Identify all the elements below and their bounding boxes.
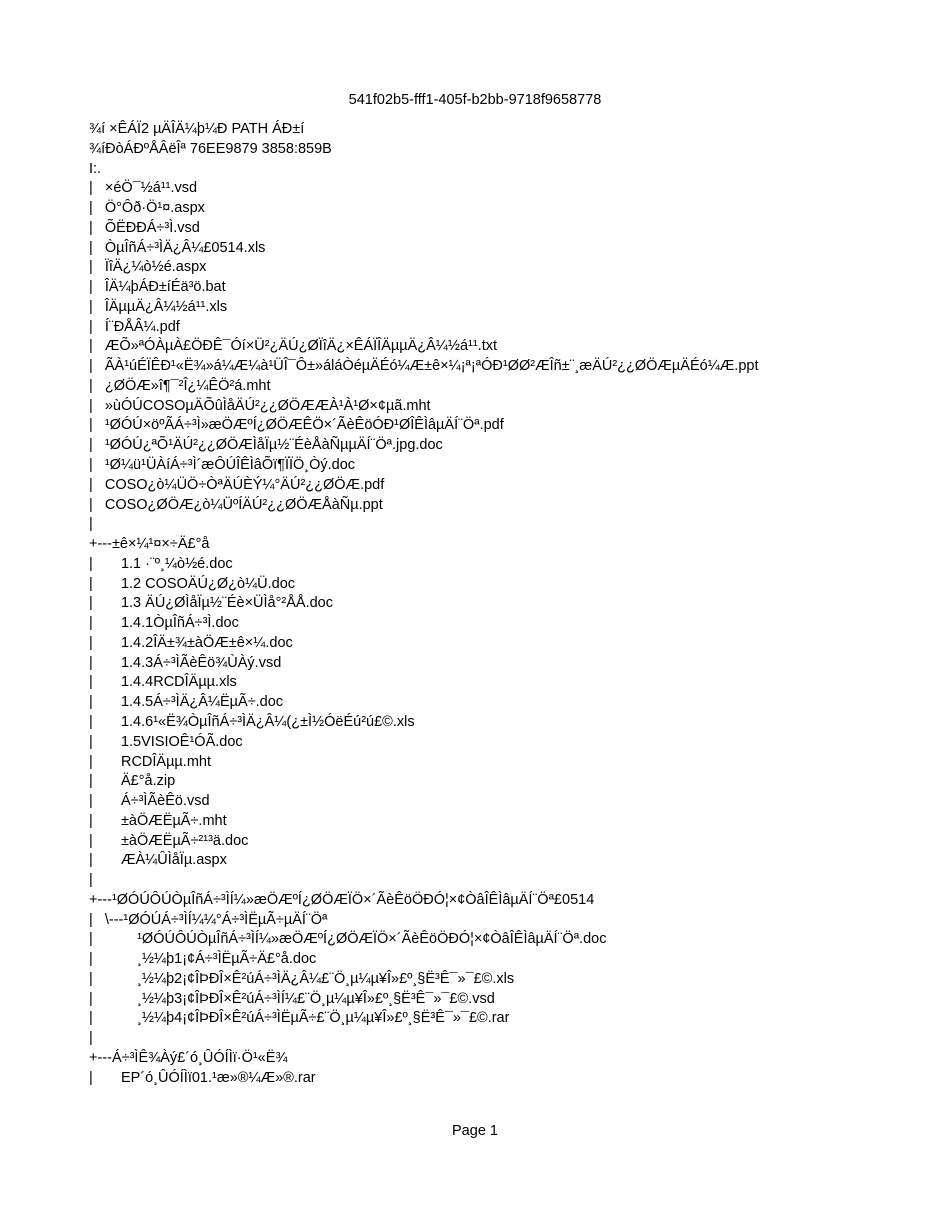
listing-line: | 1.4.2ÎÄ±¾±àÖÆ±ê×¼.doc [89, 634, 293, 651]
listing-line: | ÎÄµµÄ¿Â¼½á¹¹.xls [89, 298, 228, 315]
listing-line: | Ö°Ôð·Ö¹¤.aspx [89, 200, 205, 217]
listing-line: | 1.4.6¹«Ë¾ÒµÎñÁ÷³ÌÄ¿Â¼(¿±Ì½ÓëÉú²ú£©.xls [89, 713, 415, 730]
listing-line: | [89, 1030, 93, 1047]
listing-line: | ×éÖ¯½á¹¹.vsd [89, 180, 198, 197]
listing-line: | 1.4.1ÒµÎñÁ÷³Ì.doc [89, 615, 239, 632]
listing-line: ¾íÐòÁÐºÅÂëÎª 76EE9879 3858:859B [89, 140, 332, 157]
listing-line: | ¸½¼þ3¡¢ÎÞÐÎ×Ê²úÁ÷³ÌÍ¼£¨Ö¸µ¼µ¥Î»£º¸§Ë³Ê¯»¯£©.vsd [89, 990, 495, 1007]
listing-line: | ¹ØÓÚÔÚÒµÎñÁ÷³ÌÍ¼»æÖÆºÍ¿ØÖÆÏÖ×´ÃèÊöÖÐÓ¦×¢ÒâÎÊÌâµÄÍ¨Öª.doc [89, 931, 607, 948]
listing-line: | \---¹ØÓÚÁ÷³ÌÍ¼¼°Á÷³ÌËµÃ÷µÄÍ¨Öª [89, 911, 328, 928]
listing-line: | 1.5VISIOÊ¹ÓÃ.doc [89, 733, 243, 750]
listing-line: | 1.4.5Á÷³ÌÄ¿Â¼ËµÃ÷.doc [89, 694, 284, 711]
listing-line: | »ùÓÚCOSOµÄÕûÌåÄÚ²¿¿ØÖÆÆÀ¹À¹Ø×¢µã.mht [89, 397, 431, 414]
listing-line: | ÃÀ¹úÉÏÊÐ¹«Ë¾»á¼Æ¼à¹ÜÎ¯Ô±»áláÒéµÄÉó¼Æ±ê×¼¡ª¡ªÓÐ¹ØØ²ÆÎñ±¨¸æÄÚ²¿¿ØÖÆµÄÉó¼Æ.ppt [89, 358, 759, 375]
listing-line: | ¸½¼þ1¡¢Á÷³ÌËµÃ÷Ä£°å.doc [89, 951, 317, 968]
listing-line: +---Á÷³ÌÊ¾Àý£´ó¸ÛÓÍÌï·Ö¹«Ë¾ [89, 1049, 288, 1066]
listing-line: I:. [89, 160, 102, 177]
listing-line: | 1.4.4RCDÎÄµµ.xls [89, 674, 237, 691]
listing-line: | [89, 872, 93, 889]
listing-line: | ¹ØÓÚ×öºÃÁ÷³Ì»æÖÆºÍ¿ØÖÆÊÖ×´ÃèÊöÓÐ¹ØÎÊÌâµÄÍ¨Öª.pdf [89, 417, 504, 434]
listing-line: | ¸½¼þ2¡¢ÎÞÐÎ×Ê²úÁ÷³ÌÄ¿Â¼£¨Ö¸µ¼µ¥Î»£º¸§Ë³Ê¯»¯£©.xls [89, 970, 515, 987]
listing-line: | ±àÖÆËµÃ÷²¹³ä.doc [89, 832, 249, 849]
listing-line: | Í¨ÐÅÂ¼.pdf [89, 318, 180, 335]
listing-line: | ÏîÄ¿¼ò½é.aspx [89, 259, 207, 276]
listing-line: | ÕËÐÐÁ÷³Ì.vsd [89, 219, 200, 236]
directory-listing [89, 120, 929, 1089]
listing-line: | 1.1 ·¨º¸¼ò½é.doc [89, 555, 233, 572]
listing-line: | ¿ØÖÆ»î¶¯²Î¿¼ÊÖ²á.mht [89, 377, 271, 394]
listing-line: | COSO¿ò¼ÜÖ÷ÒªÄÚÈÝ¼°ÄÚ²¿¿ØÖÆ.pdf [89, 476, 385, 493]
listing-line: | ÆÕ»ªÓÀµÀ£ÖÐÊ¯Óí×Ü²¿ÄÚ¿ØÏîÄ¿×ÊÁÏÎÄµµÄ¿Â¼½á¹¹.txt [89, 338, 498, 355]
listing-line: +---¹ØÓÚÔÚÒµÎñÁ÷³ÌÍ¼»æÖÆºÍ¿ØÖÆÏÖ×´ÃèÊöÖÐÓ¦×¢ÒâÎÊÌâµÄÍ¨Öª£0514 [89, 891, 595, 908]
listing-line: | Á÷³ÌÃèÊö.vsd [89, 793, 210, 810]
page-title: 541f02b5-fff1-405f-b2bb-9718f9658778 [348, 92, 602, 108]
listing-line: | ÒµÎñÁ÷³ÌÄ¿Â¼£0514.xls [89, 239, 266, 256]
listing-line: | ¹ØÓÚ¿ªÕ¹ÄÚ²¿¿ØÖÆÌåÏµ½¨ÉèÅàÑµµÄÍ¨Öª.jpg.doc [89, 437, 443, 454]
listing-line: | 1.3 ÄÚ¿ØÌåÏµ½¨Éè×ÜÌå°²ÅÅ.doc [89, 595, 333, 612]
listing-line: | ±àÖÆËµÃ÷.mht [89, 812, 227, 829]
listing-line: | ÆÀ¼ÛÌåÏµ.aspx [89, 852, 227, 869]
listing-line: +---±ê×¼¹¤×÷Ä£°å [89, 536, 210, 553]
listing-line: | [89, 516, 93, 533]
listing-line: ¾í ×ÊÁÏ2 µÄÎÄ¼þ¼Ð PATH ÁÐ±í [89, 121, 305, 137]
listing-line: | RCDÎÄµµ.mht [89, 753, 211, 770]
listing-line: | EP´ó¸ÛÓÍÌï01.¹æ»®¼Æ»®.rar [89, 1069, 316, 1086]
listing-line: | Ä£°å.zip [89, 773, 176, 790]
page-footer: Page 1 [452, 1123, 498, 1139]
listing-line: | ¸½¼þ4¡¢ÎÞÐÎ×Ê²úÁ÷³ÌËµÃ÷£¨Ö¸µ¼µ¥Î»£º¸§Ë³Ê¯»¯£©.rar [89, 1010, 510, 1027]
listing-line: | 1.2 COSOÄÚ¿Ø¿ò¼Ü.doc [89, 575, 296, 592]
listing-line: | 1.4.3Á÷³ÌÃèÊö¾ÙÀý.vsd [89, 654, 282, 671]
listing-line: | ¹Ø¼ü¹ÜÀíÁ÷³Ì´æÔÚÎÊÌâÕï¶ÏÏÖ¸Òý.doc [89, 457, 356, 474]
listing-line: | ÎÄ¼þÁÐ±íÉä³ö.bat [89, 279, 226, 296]
listing-line: | COSO¿ØÖÆ¿ò¼ÜºÍÄÚ²¿¿ØÖÆÅàÑµ.ppt [89, 496, 383, 513]
